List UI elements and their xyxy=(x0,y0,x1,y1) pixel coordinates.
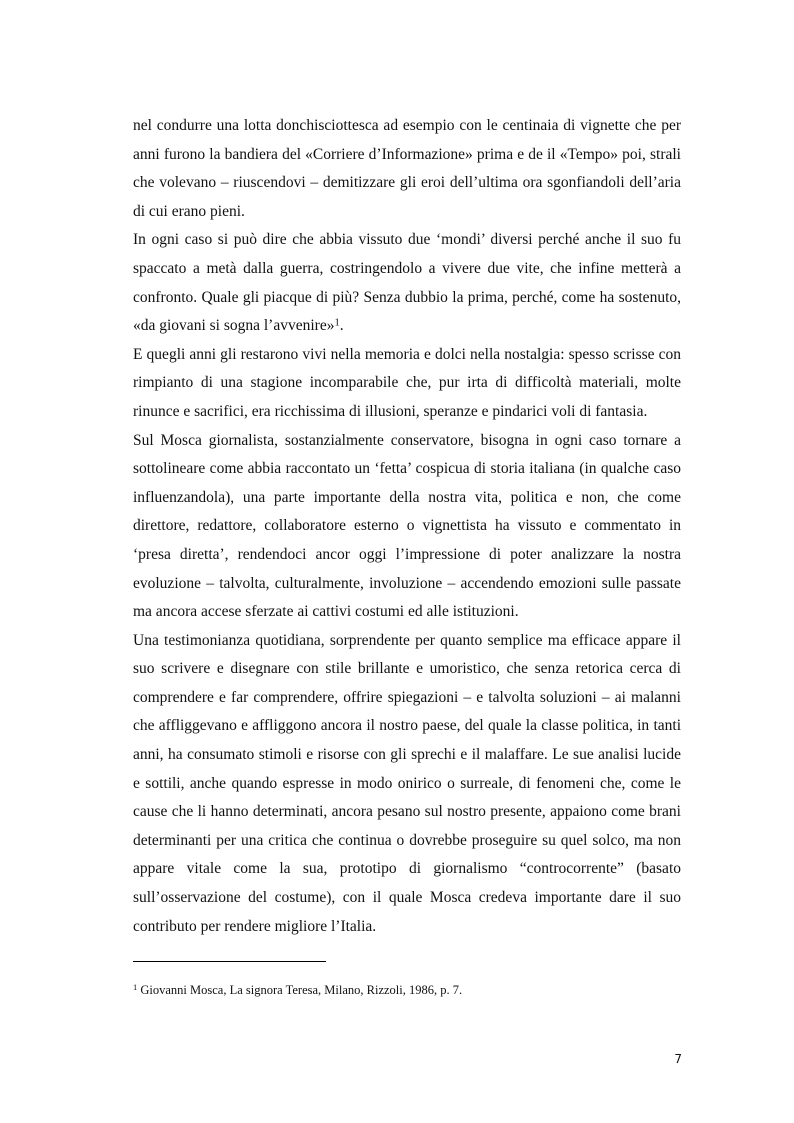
footnote-number: 1 xyxy=(133,982,138,993)
footnote-divider xyxy=(133,961,326,962)
paragraph xyxy=(133,627,681,942)
paragraph xyxy=(133,112,681,226)
footnote-reference: 1 xyxy=(334,317,340,329)
paragraph-text: In ogni caso si può dire che abbia vissuto due ‘mondi’ diversi perché anche il suo fu spaccato a metà dalla guerra, costringendolo a vivere due vite, che infine metterà a confronto. Quale gli piacque di più? Senza dubbio la prima, perché, come ha sostenuto, «da giovani si sogna l’avvenire» xyxy=(133,231,681,335)
paragraph-text-end: . xyxy=(339,317,344,335)
paragraph-text: nel condurre una lotta donchisciottesca ad esempio con le centinaia di vignette che per anni furono la bandiera del «Corriere d’Informazione» prima e de il «Tempo» poi, strali che volevano – riuscendovi – demitizzare gli eroi dell’ultima ora sgonfiandoli dell’aria di cui erano pieni. xyxy=(133,117,681,220)
footnote xyxy=(133,982,681,998)
paragraph-text: E quegli anni gli restarono vivi nella memoria e dolci nella nostalgia: spesso scrisse con rimpianto di una stagione incomparabile che, pur irta di difficoltà materiali, molte rinunce e sacrifici, era ricchissima di illusioni, speranze e pindarici voli di fantasia. xyxy=(133,345,681,420)
paragraph xyxy=(133,427,681,627)
page-number: 7 xyxy=(674,1052,682,1066)
body-text xyxy=(133,112,681,941)
paragraph-text: Una testimonianza quotidiana, sorprendente per quanto semplice ma efficace appare il suo scrivere e disegnare con stile brillante e umoristico, che senza retorica cerca di comprendere e far comprendere, offrire spiegazioni – e talvolta soluzioni – ai malanni che affliggevano e affliggono ancora il nostro paese, del quale la classe politica, in tanti anni, ha consumato stimoli e risorse con gli sprechi e il malaffare. Le sue analisi lucide e sottili, anche quando espresse in modo onirico o surreale, di fenomeni che, come le cause che li hanno determinati, ancora pesano sul nostro presente, appaiono come brani determinanti per una critica che continua o dovrebbe proseguire su quel solco, ma non appare vitale come la sua, prototipo di giornalismo “controcorrente” (basato sull’osservazione del costume), con il quale Mosca credeva importante dare il suo contributo per rendere migliore l’Italia. xyxy=(133,631,681,935)
paragraph xyxy=(133,226,681,340)
paragraph-text: Sul Mosca giornalista, sostanzialmente conservatore, bisogna in ogni caso tornare a sottolineare come abbia raccontato un ‘fetta’ cospicua di storia italiana (in qualche caso influenzandola), una parte importante della nostra vita, politica e non, che come direttore, redattore, collaboratore esterno o vignettista ha vissuto e commentato in ‘presa diretta’, rendendoci ancor oggi l’impressione di poter analizzare la nostra evoluzione – talvolta, culturalmente, involuzione – accendendo emozioni sulle passate ma ancora accese sferzate ai cattivi costumi ed alle istituzioni. xyxy=(133,431,681,621)
footnote-text: Giovanni Mosca, La signora Teresa, Milano, Rizzoli, 1986, p. 7. xyxy=(140,983,463,997)
paragraph xyxy=(133,341,681,427)
